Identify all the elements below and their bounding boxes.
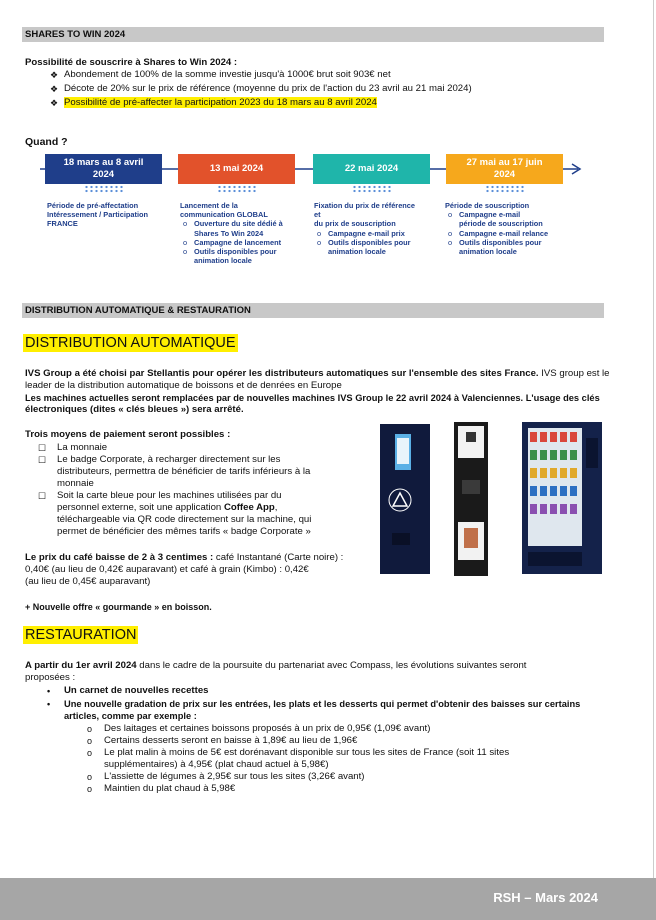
- da-title: DISTRIBUTION AUTOMATIQUE: [25, 335, 236, 351]
- bullet-icon: •: [47, 686, 51, 696]
- circle-bullet-icon: o: [87, 748, 93, 758]
- bullet-icon: •: [47, 699, 51, 709]
- timeline-dots-1: [84, 185, 124, 193]
- resto-bullet-2: • Une nouvelle gradation de prix sur les entrées, les plats et les desserts qui permet d'obtenir des baisses sur certains articles, comme par exemple :: [47, 699, 581, 721]
- shares-bullet-1: ❖ Abondement de 100% de la somme investie jusqu'à 1000€ brut soit 903€ net: [50, 69, 391, 80]
- timeline-box-4: 27 mai au 17 juin 2024: [446, 154, 563, 184]
- timeline-desc-4: Période de souscription o Campagne e-mail période de souscription o Campagne e-mail relance o Outils disponibles pour animation locale: [445, 201, 548, 256]
- circle-bullet-icon: o: [87, 784, 93, 794]
- diamond-icon: ❖: [50, 70, 59, 80]
- diamond-icon: ❖: [50, 98, 59, 108]
- footer-bar: [0, 878, 656, 920]
- timeline-desc-3: Fixation du prix de référence et du prix de souscription o Campagne e-mail prix o Outils disponibles pour animation locale: [314, 201, 415, 256]
- footer-label: RSH – Mars 2024: [493, 890, 598, 905]
- timeline-dots-2: [217, 185, 257, 193]
- resto-sub-5: o Maintien du plat chaud à 5,98€: [87, 783, 236, 794]
- timeline-desc-2: Lancement de la communication GLOBAL o Ouverture du site dédié à Shares To Win 2024 o Campagne de lancement o Outils disponibles pour animation locale: [180, 201, 283, 265]
- timeline-box-2: 13 mai 2024: [178, 154, 295, 184]
- resto-intro-line2: proposées :: [25, 672, 76, 683]
- coffee-price-line2: 0,40€ (au lieu de 0,42€ auparavant) et café à grain (Kimbo) : 0,42€: [25, 564, 309, 575]
- timeline-box-1: 18 mars au 8 avril 2024: [45, 154, 162, 184]
- shares-bullet-2: ❖ Décote de 20% sur le prix de référence (moyenne du prix de l'action du 23 avril au 21 mai 2024): [50, 83, 472, 94]
- circle-bullet-icon: o: [87, 736, 93, 746]
- payment-item-3: ☐ Soit la carte bleue pour les machines utilisées par du personnel externe, soit une application Coffee App, téléchargeable via QR code directement sur la machine, qui permet de bénéficier des mêmes tarifs « badge Corporate »: [38, 490, 312, 537]
- vending-machines-image: [372, 418, 606, 578]
- timeline-box-3: 22 mai 2024: [313, 154, 430, 184]
- section-bar-shares: SHARES TO WIN 2024: [22, 27, 604, 42]
- circle-bullet-icon: o: [87, 772, 93, 782]
- resto-intro-line1: A partir du 1er avril 2024 dans le cadre de la poursuite du partenariat avec Compass, les évolutions suivantes seront: [25, 660, 527, 671]
- timeline-dots-3: [352, 185, 392, 193]
- checkbox-icon: ☐: [38, 443, 47, 453]
- da-para1-line2: leader de la distribution automatique de boissons et de denrées en Europe: [25, 380, 342, 391]
- da-para2-line1: Les machines actuelles seront remplacées par de nouvelles machines IVS Group le 22 avril 2024 à Valenciennes. L'usage des clés: [25, 393, 600, 403]
- page-edge: [653, 0, 654, 880]
- checkbox-icon: ☐: [38, 455, 47, 465]
- restauration-title: RESTAURATION: [25, 627, 137, 643]
- payment-item-1: ☐ La monnaie: [38, 442, 108, 453]
- resto-bullet-1: • Un carnet de nouvelles recettes: [47, 685, 209, 696]
- circle-bullet-icon: o: [87, 724, 93, 734]
- checkbox-icon: ☐: [38, 491, 47, 501]
- new-offer: + Nouvelle offre « gourmande » en boisson.: [25, 602, 212, 612]
- shares-bullet-3: ❖ Possibilité de pré-affecter la participation 2023 du 18 mars au 8 avril 2024: [50, 97, 377, 108]
- payment-item-2: ☐ Le badge Corporate, à recharger directement sur les distributeurs, permettra de bénéficier de tarifs inférieurs à la monnaie: [38, 454, 311, 489]
- quand-heading: Quand ?: [25, 136, 68, 148]
- resto-sub-4: o L'assiette de légumes à 2,95€ sur tous les sites (3,26€ avant): [87, 771, 365, 782]
- coffee-price-line1: Le prix du café baisse de 2 à 3 centimes : café Instantané (Carte noire) :: [25, 552, 344, 563]
- da-para1-line1: IVS Group a été choisi par Stellantis pour opérer les distributeurs automatiques sur l'ensemble des sites France. IVS group est le: [25, 368, 610, 379]
- da-para2-line2: électroniques (dites « clés bleues ») sera arrêté.: [25, 404, 244, 415]
- resto-sub-1: o Des laitages et certaines boissons proposés à un prix de 0,95€ (1,09€ avant): [87, 723, 431, 734]
- resto-sub-3: o Le plat malin à moins de 5€ est dorénavant disponible sur tous les sites de France (soit 11 sites supplémentaires) à 4,95€ (plat chaud actuel à 5,98€): [87, 747, 510, 770]
- coffee-price-line3: (au lieu de 0,45€ auparavant): [25, 576, 151, 587]
- resto-sub-2: o Certains desserts seront en baisse à 1,89€ au lieu de 1,96€: [87, 735, 358, 746]
- diamond-icon: ❖: [50, 84, 59, 94]
- timeline-desc-1: Période de pré-affectation Intéressement / Participation FRANCE: [47, 201, 149, 229]
- section-bar-distribution: DISTRIBUTION AUTOMATIQUE & RESTAURATION: [22, 303, 604, 318]
- shares-intro: Possibilité de souscrire à Shares to Win 2024 :: [25, 57, 238, 68]
- timeline-dots-4: [485, 185, 525, 193]
- payment-intro: Trois moyens de paiement seront possibles :: [25, 429, 231, 440]
